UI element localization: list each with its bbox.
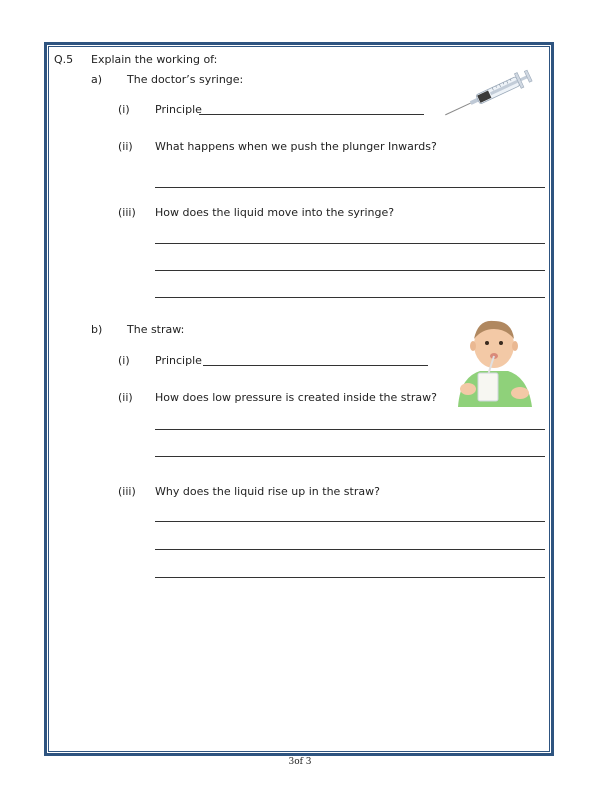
part-a-item-3-num: (iii) bbox=[118, 206, 136, 219]
part-b-item-3-num: (iii) bbox=[118, 485, 136, 498]
part-a-title: The doctor’s syringe: bbox=[127, 73, 244, 86]
part-a-item-2-num: (ii) bbox=[118, 140, 133, 153]
part-a-principle-blank[interactable] bbox=[199, 114, 424, 115]
left-hand-shape bbox=[460, 383, 476, 395]
part-a-answer-line[interactable] bbox=[155, 297, 545, 298]
page-number: 3of 3 bbox=[288, 757, 312, 767]
part-b-item-1-num: (i) bbox=[118, 354, 130, 367]
milk-glass-shape bbox=[478, 373, 498, 401]
part-a-answer-line[interactable] bbox=[155, 243, 545, 244]
part-b-answer-line[interactable] bbox=[155, 521, 545, 522]
part-b-principle-blank[interactable] bbox=[203, 365, 428, 366]
part-b-item-1-text: Principle bbox=[155, 354, 202, 367]
right-hand-shape bbox=[511, 387, 529, 399]
part-a-answer-line[interactable] bbox=[155, 187, 545, 188]
part-b-title: The straw: bbox=[127, 323, 185, 336]
question-prompt: Explain the working of: bbox=[91, 53, 218, 66]
left-eye-shape bbox=[485, 341, 489, 345]
part-a-item-3-text: How does the liquid move into the syringe? bbox=[155, 206, 395, 219]
part-b-item-3-text: Why does the liquid rise up in the straw? bbox=[155, 485, 380, 498]
baby-drinking-milk-image bbox=[444, 315, 544, 407]
left-ear-shape bbox=[470, 341, 476, 351]
right-ear-shape bbox=[512, 341, 518, 351]
part-b-answer-line[interactable] bbox=[155, 429, 545, 430]
part-a-item-1-text: Principle bbox=[155, 103, 202, 116]
part-b-answer-line[interactable] bbox=[155, 549, 545, 550]
part-a-item-2-text: What happens when we push the plunger Inwards? bbox=[155, 140, 437, 153]
part-b-letter: b) bbox=[91, 323, 103, 336]
part-b-answer-line[interactable] bbox=[155, 577, 545, 578]
right-eye-shape bbox=[499, 341, 503, 345]
part-a-answer-line[interactable] bbox=[155, 270, 545, 271]
part-a-letter: a) bbox=[91, 73, 103, 86]
part-b-item-2-text: How does low pressure is created inside the straw? bbox=[155, 391, 437, 404]
part-a-item-1-num: (i) bbox=[118, 103, 130, 116]
needle-shape bbox=[445, 103, 470, 115]
question-number: Q.5 bbox=[54, 53, 74, 66]
syringe-image bbox=[438, 62, 546, 122]
part-b-answer-line[interactable] bbox=[155, 456, 545, 457]
part-b-item-2-num: (ii) bbox=[118, 391, 133, 404]
